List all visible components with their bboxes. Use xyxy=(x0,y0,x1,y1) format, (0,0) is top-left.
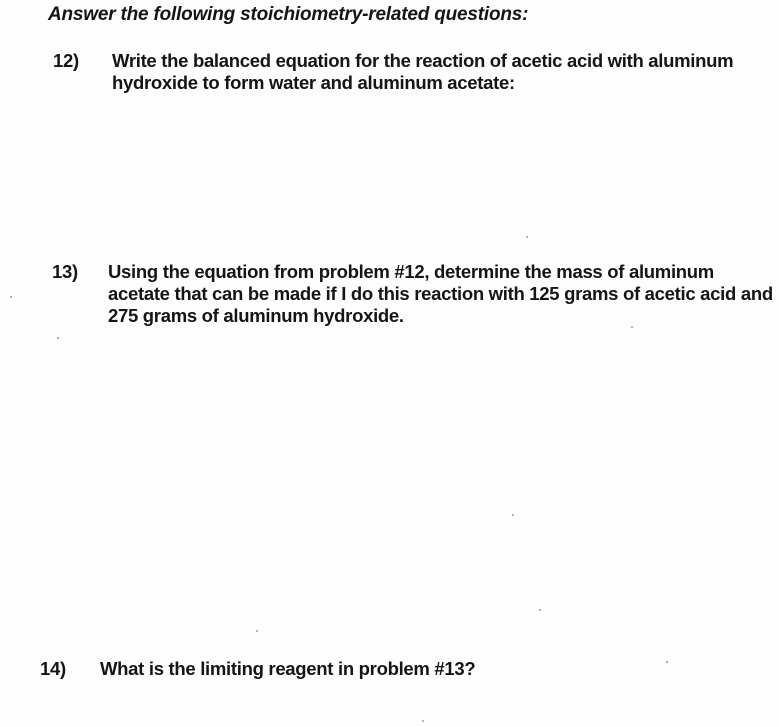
worksheet-heading: Answer the following stoichiometry-related questions: xyxy=(48,4,529,25)
scan-speck xyxy=(539,609,541,611)
question-number: 12) xyxy=(53,50,79,71)
question-number: 14) xyxy=(40,658,66,679)
scan-speck xyxy=(512,514,514,516)
scan-speck xyxy=(256,630,258,632)
question-text: What is the limiting reagent in problem #13? xyxy=(100,658,476,679)
scan-speck xyxy=(57,337,59,339)
scan-speck xyxy=(666,661,668,663)
scan-speck xyxy=(631,326,633,328)
question-number: 13) xyxy=(52,261,78,282)
scan-speck xyxy=(10,296,12,298)
scan-speck xyxy=(422,720,424,722)
question-text: Using the equation from problem #12, determine the mass of aluminum acetate that can be made if I do this reaction with 125 grams of acetic acid and 275 grams of aluminum hydroxide. xyxy=(108,261,773,326)
scan-speck xyxy=(526,236,528,238)
question-text: Write the balanced equation for the reaction of acetic acid with aluminum hydroxide to form water and aluminum acetate: xyxy=(112,50,734,93)
